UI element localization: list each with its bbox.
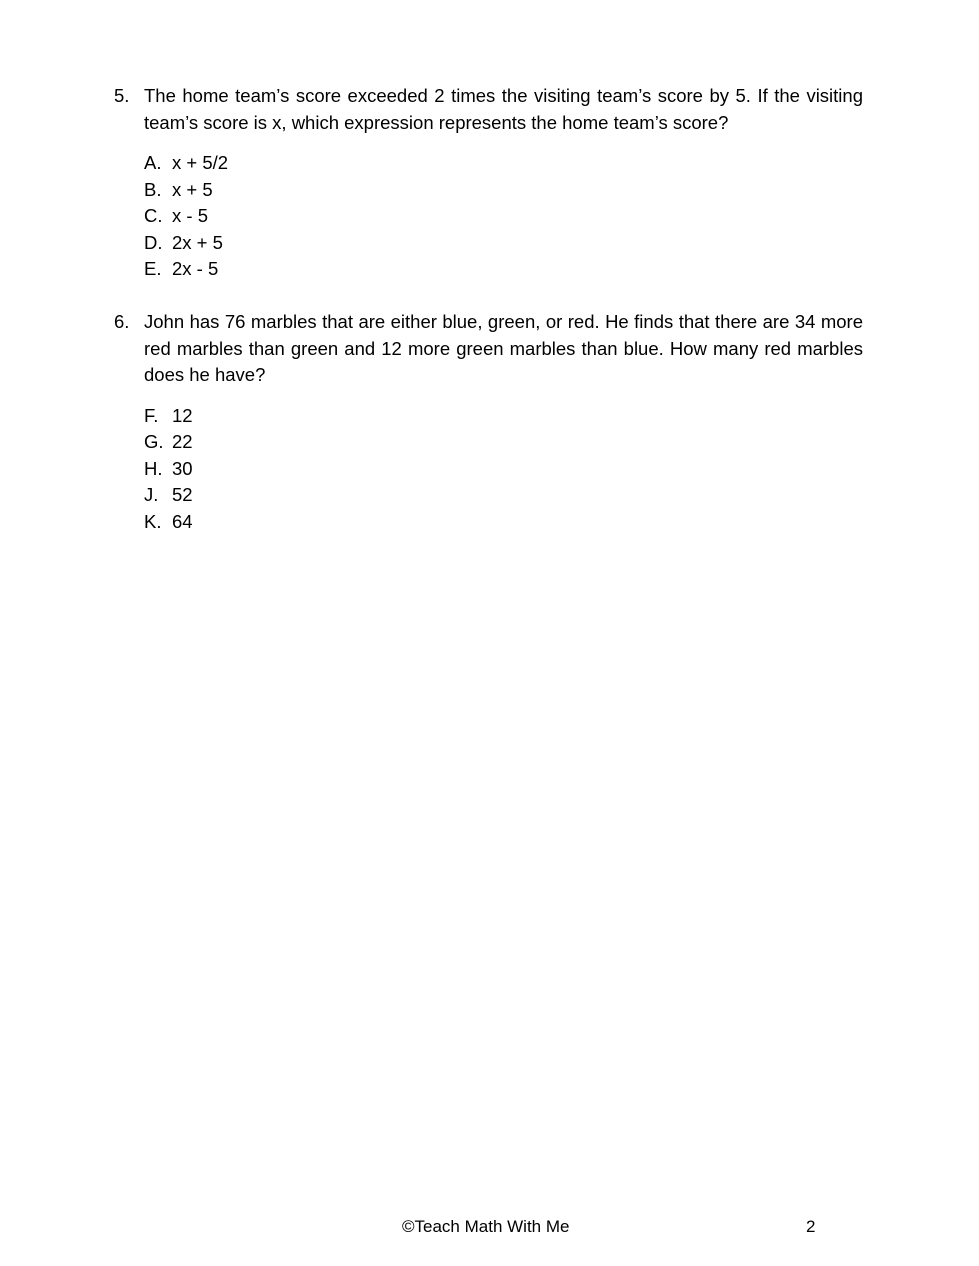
choice-letter: F.: [144, 404, 159, 426]
choice-letter: G.: [144, 431, 164, 452]
question-stem: [114, 83, 863, 136]
question-text: John has 76 marbles that are either blue, green, or red. He finds that there are 34 more red marbles than green and 12 more green marbles than blue. How many red marbles does he have?: [144, 311, 863, 385]
question-number: 6.: [114, 311, 130, 332]
answer-choice-d: [144, 230, 863, 257]
choice-letter: A.: [144, 152, 162, 173]
answer-choice-f: [144, 403, 863, 430]
answer-choice-c: [144, 203, 863, 230]
choice-text: x + 5: [172, 178, 213, 200]
choice-letter: H.: [144, 457, 163, 479]
choice-text: 30: [172, 457, 193, 479]
question-5: [114, 83, 863, 283]
choice-text: 22: [172, 431, 193, 452]
choice-text: x + 5/2: [172, 152, 229, 173]
choice-letter: D.: [144, 231, 163, 253]
answer-choices: [144, 150, 863, 283]
choice-text: 64: [172, 510, 193, 532]
choice-text: 2x + 5: [172, 231, 223, 253]
page-number: 2: [806, 1217, 816, 1236]
answer-choice-j: [144, 482, 863, 509]
answer-choice-b: [144, 177, 863, 204]
choice-letter: K.: [144, 510, 162, 532]
answer-choice-h: [144, 456, 863, 483]
answer-choice-a: [144, 150, 863, 177]
answer-choice-e: [144, 256, 863, 283]
question-stem: [114, 309, 863, 389]
answer-choice-g: [144, 429, 863, 456]
choice-letter: J.: [144, 484, 159, 505]
choice-text: 12: [172, 404, 193, 426]
choice-letter: C.: [144, 205, 163, 226]
choice-text: 52: [172, 484, 193, 505]
choice-letter: B.: [144, 178, 162, 200]
choice-text: x - 5: [172, 205, 208, 226]
answer-choices: [144, 403, 863, 536]
choice-text: 2x - 5: [172, 258, 219, 279]
question-6: [114, 309, 863, 535]
copyright-text: ©Teach Math With Me: [402, 1217, 570, 1236]
choice-letter: E.: [144, 258, 162, 279]
answer-choice-k: [144, 509, 863, 536]
question-text: The home team’s score exceeded 2 times the visiting team’s score by 5. If the visiting team’s score is x, which expression represents the home team’s score?: [144, 85, 863, 133]
question-number: 5.: [114, 85, 130, 106]
